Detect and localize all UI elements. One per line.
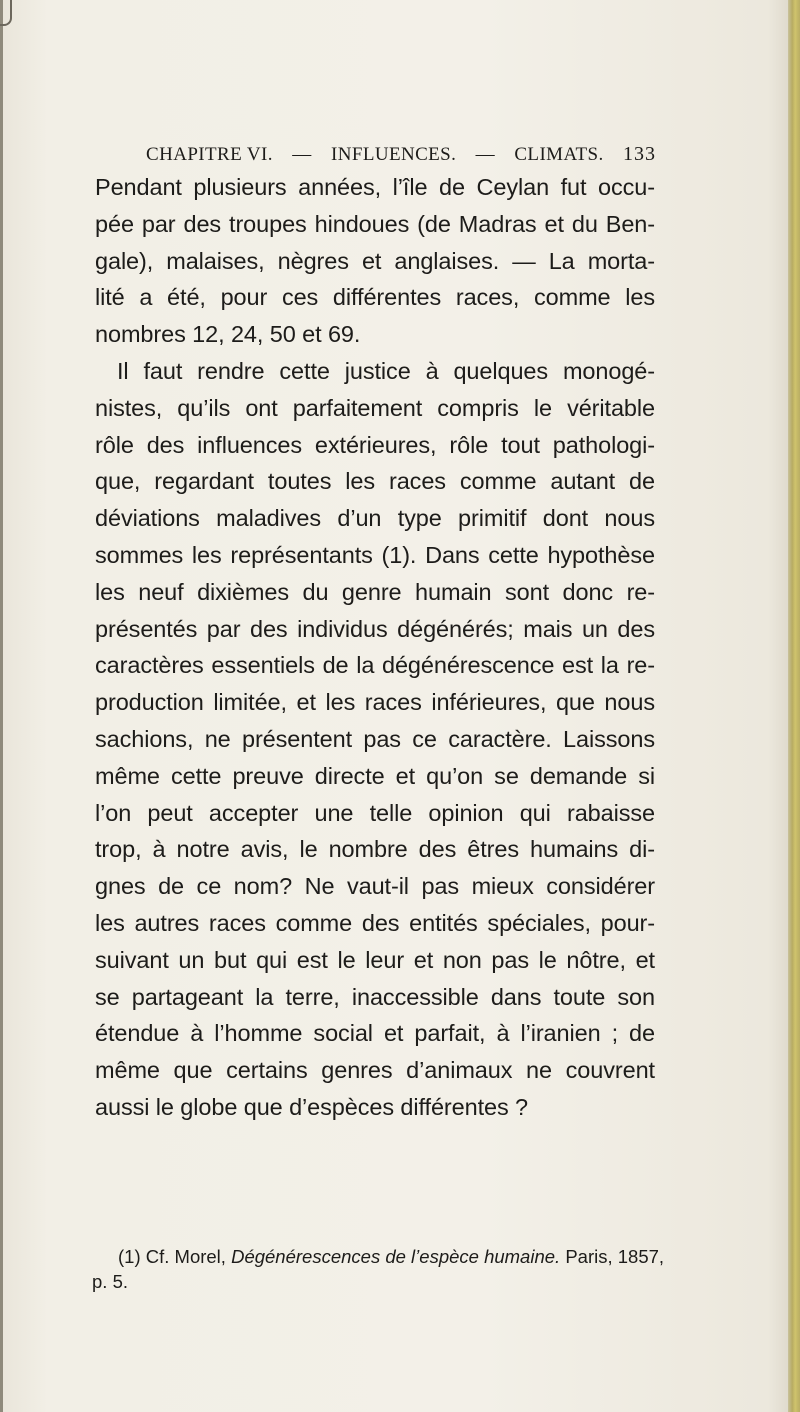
page-gutter-edge (788, 0, 800, 1412)
text-line: sachions, ne présentent pas ce caractère. Laissons (95, 725, 655, 752)
footnote-title: Dégénérescences de l’espèce humaine. (231, 1246, 561, 1267)
text-line: nistes, qu’ils ont parfaitement compris le véritable (95, 394, 655, 421)
page-left-edge (0, 0, 3, 1412)
footnote-page: p. 5. (92, 1271, 128, 1292)
text-line: caractères essentiels de la dégénérescence est la re- (95, 652, 655, 679)
text-line: les autres races comme des entités spéciales, pour- (95, 909, 655, 936)
text-line: production limitée, et les races inférieures, que nous (95, 689, 655, 716)
text-line: présentés par des individus dégénérés; mais un des (95, 615, 655, 642)
body-text (95, 169, 655, 1126)
text-line: l’on peut accepter une telle opinion qui rabaisse (95, 799, 655, 826)
text-line: que, regardant toutes les races comme autant de (95, 468, 655, 495)
text-line: Pendant plusieurs années, l’île de Ceylan fut occu- (95, 174, 655, 200)
page-number: 133 (622, 143, 656, 165)
text-line: déviations maladives d’un type primitif dont nous (95, 505, 655, 532)
text-line: même que certains genres d’animaux ne couvrent (95, 1057, 655, 1084)
text-line: les neuf dixièmes du genre humain sont donc re- (95, 578, 655, 605)
text-line: rôle des influences extérieures, rôle tout pathologi- (95, 431, 655, 458)
text-line: pée par des troupes hindoues (de Madras et du Ben- (95, 210, 655, 237)
footnote-line (118, 1244, 665, 1269)
text-line: gale), malaises, nègres et anglaises. — La morta- (95, 247, 655, 274)
text-line: étendue à l’homme social et parfait, à l’iranien ; de (95, 1020, 655, 1047)
footnote-place-year: Paris, 1857, (565, 1246, 665, 1267)
text-line: même cette preuve directe et qu’on se demande si (95, 762, 655, 789)
footnote (92, 1244, 665, 1294)
header-chapter: CHAPITRE VI. (146, 144, 273, 165)
text-line: aussi le globe que d’espèces différentes ? (95, 1093, 529, 1120)
text-line: trop, à notre avis, le nombre des êtres humains di- (95, 836, 655, 863)
header-subsection: CLIMATS. (514, 144, 604, 165)
header-section: INFLUENCES. (331, 144, 457, 165)
text-line: Il faut rendre cette justice à quelques monogé- (117, 357, 655, 384)
footnote-marker: (1) Cf. Morel, (118, 1246, 226, 1267)
text-line: lité a été, pour ces différentes races, comme les (95, 284, 655, 311)
running-header (146, 143, 656, 166)
header-dash: — (475, 144, 496, 165)
text-line: sommes les représentants (1). Dans cette hypothèse (95, 541, 655, 568)
text-line: nombres 12, 24, 50 et 69. (95, 321, 361, 348)
text-line: se partageant la terre, inaccessible dans toute son (95, 983, 655, 1010)
page-corner-fold (0, 0, 12, 26)
header-dash: — (292, 144, 312, 165)
text-line: suivant un but qui est le leur et non pas le nôtre, et (95, 946, 655, 973)
text-line: gnes de ce nom? Ne vaut-il pas mieux considérer (95, 873, 655, 900)
